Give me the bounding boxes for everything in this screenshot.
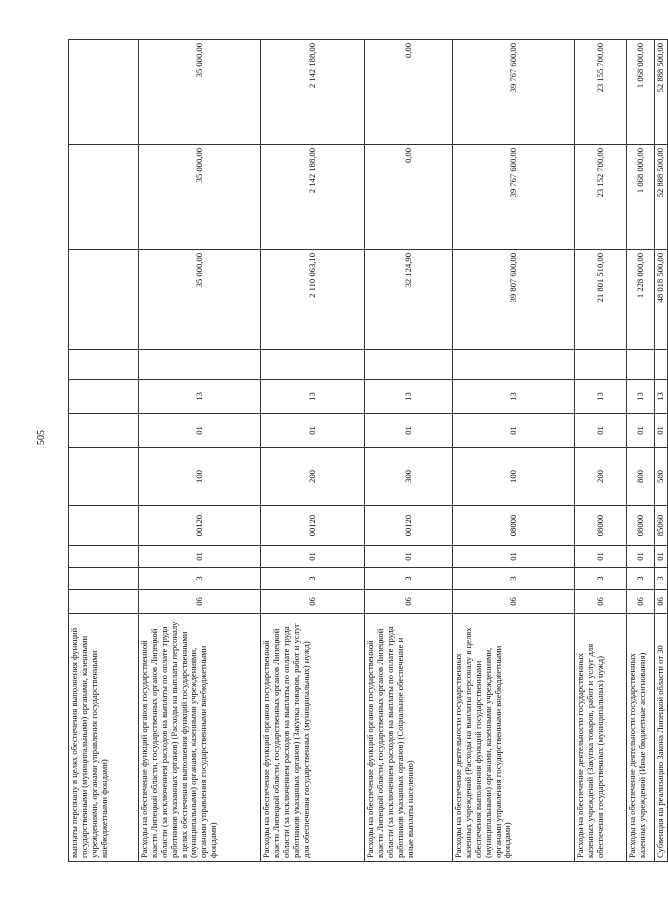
subprogram-code-cell: 3 bbox=[139, 568, 261, 590]
expense-type-cell: 100 bbox=[453, 448, 575, 506]
extra-code-cell bbox=[655, 350, 668, 380]
row-name-cell: Расходы на обеспечение деятельности государственных казенных учреждений (Иные бюджетные ассигнования) bbox=[627, 614, 655, 862]
subsection-cell: 13 bbox=[453, 380, 575, 414]
expense-type-cell: 100 bbox=[139, 448, 261, 506]
direction-code-cell bbox=[69, 506, 139, 546]
section-cell: 01 bbox=[261, 414, 365, 448]
budget-table bbox=[68, 39, 668, 862]
expense-type-cell: 200 bbox=[261, 448, 365, 506]
extra-code-cell bbox=[575, 350, 627, 380]
program-code-cell bbox=[69, 590, 139, 614]
amount-year-3-cell: 52 888 500,00 bbox=[655, 40, 668, 145]
direction-code-cell: 00120 bbox=[139, 506, 261, 546]
amount-year-3-cell: 2 142 188,00 bbox=[261, 40, 365, 145]
amount-year-1-cell: 1 228 000,00 bbox=[627, 250, 655, 350]
program-code-cell: 06 bbox=[139, 590, 261, 614]
expense-type-cell bbox=[69, 448, 139, 506]
amount-year-1-cell: 48 018 500,00 bbox=[655, 250, 668, 350]
amount-year-2-cell: 35 000,00 bbox=[139, 145, 261, 250]
row-name-cell: Расходы на обеспечение функций органов государственной власти Липецкой области, государственных органов Липецкой области (за исключением расходов на выплаты по оплате труда работников указанных органов) (Расходы на выплаты персоналу в целях обеспечения выполнения функций государственными (муниципальными) органами, казенными учреждениями, органами управления государственными внебюджетными фондами) bbox=[139, 614, 261, 862]
section-cell bbox=[69, 414, 139, 448]
program-code-cell: 06 bbox=[261, 590, 365, 614]
extra-code-cell bbox=[627, 350, 655, 380]
amount-year-2-cell: 2 142 188,00 bbox=[261, 145, 365, 250]
program-code-cell: 06 bbox=[655, 590, 668, 614]
table-row bbox=[261, 40, 365, 862]
activity-code-cell bbox=[69, 546, 139, 568]
row-name-cell: Субвенция на реализацию Закона Липецкой области от 30 bbox=[655, 614, 668, 862]
section-cell: 01 bbox=[453, 414, 575, 448]
amount-year-3-cell bbox=[69, 40, 139, 145]
amount-year-2-cell: 1 068 000,00 bbox=[627, 145, 655, 250]
section-cell: 01 bbox=[575, 414, 627, 448]
amount-year-3-cell: 0,00 bbox=[365, 40, 453, 145]
row-name-cell: выплаты персоналу в целях обеспечения выполнения функций государственными (муниципальными) органами, казенными учреждениями, органами управления государственными внебюджетными фондами) bbox=[69, 614, 139, 862]
extra-code-cell bbox=[69, 350, 139, 380]
program-code-cell: 06 bbox=[627, 590, 655, 614]
amount-year-1-cell bbox=[69, 250, 139, 350]
expense-type-cell: 800 bbox=[627, 448, 655, 506]
extra-code-cell bbox=[139, 350, 261, 380]
expense-type-cell: 200 bbox=[575, 448, 627, 506]
row-name-cell: Расходы на обеспечение функций органов государственной власти Липецкой области, государственных органов Липецкой области (за исключением расходов на выплаты по оплате труда работников указанных органов) (Закупка товаров, работ и услуг для обеспечения государственных (муниципальных) нужд) bbox=[261, 614, 365, 862]
subprogram-code-cell: 3 bbox=[575, 568, 627, 590]
activity-code-cell: 01 bbox=[261, 546, 365, 568]
activity-code-cell: 01 bbox=[575, 546, 627, 568]
subsection-cell: 13 bbox=[139, 380, 261, 414]
row-name-cell: Расходы на обеспечение функций органов государственной власти Липецкой области, государственных органов Липецкой области (за исключением расходов на выплаты по оплате труда работников указанных органов) (Социальное обеспечение и иные выплаты населению) bbox=[365, 614, 453, 862]
direction-code-cell: 00120 bbox=[365, 506, 453, 546]
table-body bbox=[69, 40, 668, 862]
section-cell: 01 bbox=[627, 414, 655, 448]
amount-year-2-cell: 39 767 600,00 bbox=[453, 145, 575, 250]
amount-year-3-cell: 35 000,00 bbox=[139, 40, 261, 145]
subprogram-code-cell: 3 bbox=[261, 568, 365, 590]
amount-year-1-cell: 2 110 063,10 bbox=[261, 250, 365, 350]
amount-year-3-cell: 39 767 600,00 bbox=[453, 40, 575, 145]
table-row bbox=[627, 40, 655, 862]
subsection-cell: 13 bbox=[655, 380, 668, 414]
direction-code-cell: 08000 bbox=[627, 506, 655, 546]
amount-year-2-cell: 23 152 700,00 bbox=[575, 145, 627, 250]
subsection-cell: 13 bbox=[261, 380, 365, 414]
amount-year-1-cell: 21 801 510,00 bbox=[575, 250, 627, 350]
activity-code-cell: 01 bbox=[453, 546, 575, 568]
row-name-cell: Расходы на обеспечение деятельности государственных казенных учреждений (Закупка товаров, работ и услуг для обеспечения государственных (муниципальных) нужд) bbox=[575, 614, 627, 862]
activity-code-cell: 01 bbox=[627, 546, 655, 568]
extra-code-cell bbox=[365, 350, 453, 380]
activity-code-cell: 01 bbox=[655, 546, 668, 568]
table-row bbox=[655, 40, 668, 862]
expense-type-cell: 500 bbox=[655, 448, 668, 506]
direction-code-cell: 85060 bbox=[655, 506, 668, 546]
amount-year-1-cell: 39 807 600,00 bbox=[453, 250, 575, 350]
amount-year-1-cell: 35 000,00 bbox=[139, 250, 261, 350]
amount-year-2-cell bbox=[69, 145, 139, 250]
direction-code-cell: 08000 bbox=[453, 506, 575, 546]
amount-year-3-cell: 1 068 000,00 bbox=[627, 40, 655, 145]
subprogram-code-cell bbox=[69, 568, 139, 590]
table-row bbox=[453, 40, 575, 862]
subsection-cell: 13 bbox=[365, 380, 453, 414]
subsection-cell bbox=[69, 380, 139, 414]
row-name-cell: Расходы на обеспечение деятельности государственных казенных учреждений (Расходы на выплаты персоналу в целях обеспечения выполнения функций государственными (муниципальными) органами, казенными учреждениями, органами управления государственными внебюджетными фондами) bbox=[453, 614, 575, 862]
subprogram-code-cell: 3 bbox=[365, 568, 453, 590]
table-row bbox=[575, 40, 627, 862]
program-code-cell: 06 bbox=[575, 590, 627, 614]
direction-code-cell: 00120 bbox=[261, 506, 365, 546]
table-row bbox=[69, 40, 139, 862]
subsection-cell: 13 bbox=[575, 380, 627, 414]
subprogram-code-cell: 3 bbox=[453, 568, 575, 590]
amount-year-2-cell: 0,00 bbox=[365, 145, 453, 250]
rotated-budget-table bbox=[68, 40, 665, 862]
subsection-cell: 13 bbox=[627, 380, 655, 414]
extra-code-cell bbox=[261, 350, 365, 380]
table-row bbox=[139, 40, 261, 862]
table-row bbox=[365, 40, 453, 862]
subprogram-code-cell: 3 bbox=[627, 568, 655, 590]
direction-code-cell: 08000 bbox=[575, 506, 627, 546]
page-number: 505 bbox=[36, 430, 47, 445]
subprogram-code-cell: 3 bbox=[655, 568, 668, 590]
section-cell: 01 bbox=[139, 414, 261, 448]
activity-code-cell: 01 bbox=[365, 546, 453, 568]
section-cell: 01 bbox=[655, 414, 668, 448]
program-code-cell: 06 bbox=[365, 590, 453, 614]
program-code-cell: 06 bbox=[453, 590, 575, 614]
amount-year-3-cell: 23 155 700,00 bbox=[575, 40, 627, 145]
extra-code-cell bbox=[453, 350, 575, 380]
activity-code-cell: 01 bbox=[139, 546, 261, 568]
expense-type-cell: 300 bbox=[365, 448, 453, 506]
amount-year-2-cell: 52 888 500,00 bbox=[655, 145, 668, 250]
amount-year-1-cell: 32 124,90 bbox=[365, 250, 453, 350]
section-cell: 01 bbox=[365, 414, 453, 448]
